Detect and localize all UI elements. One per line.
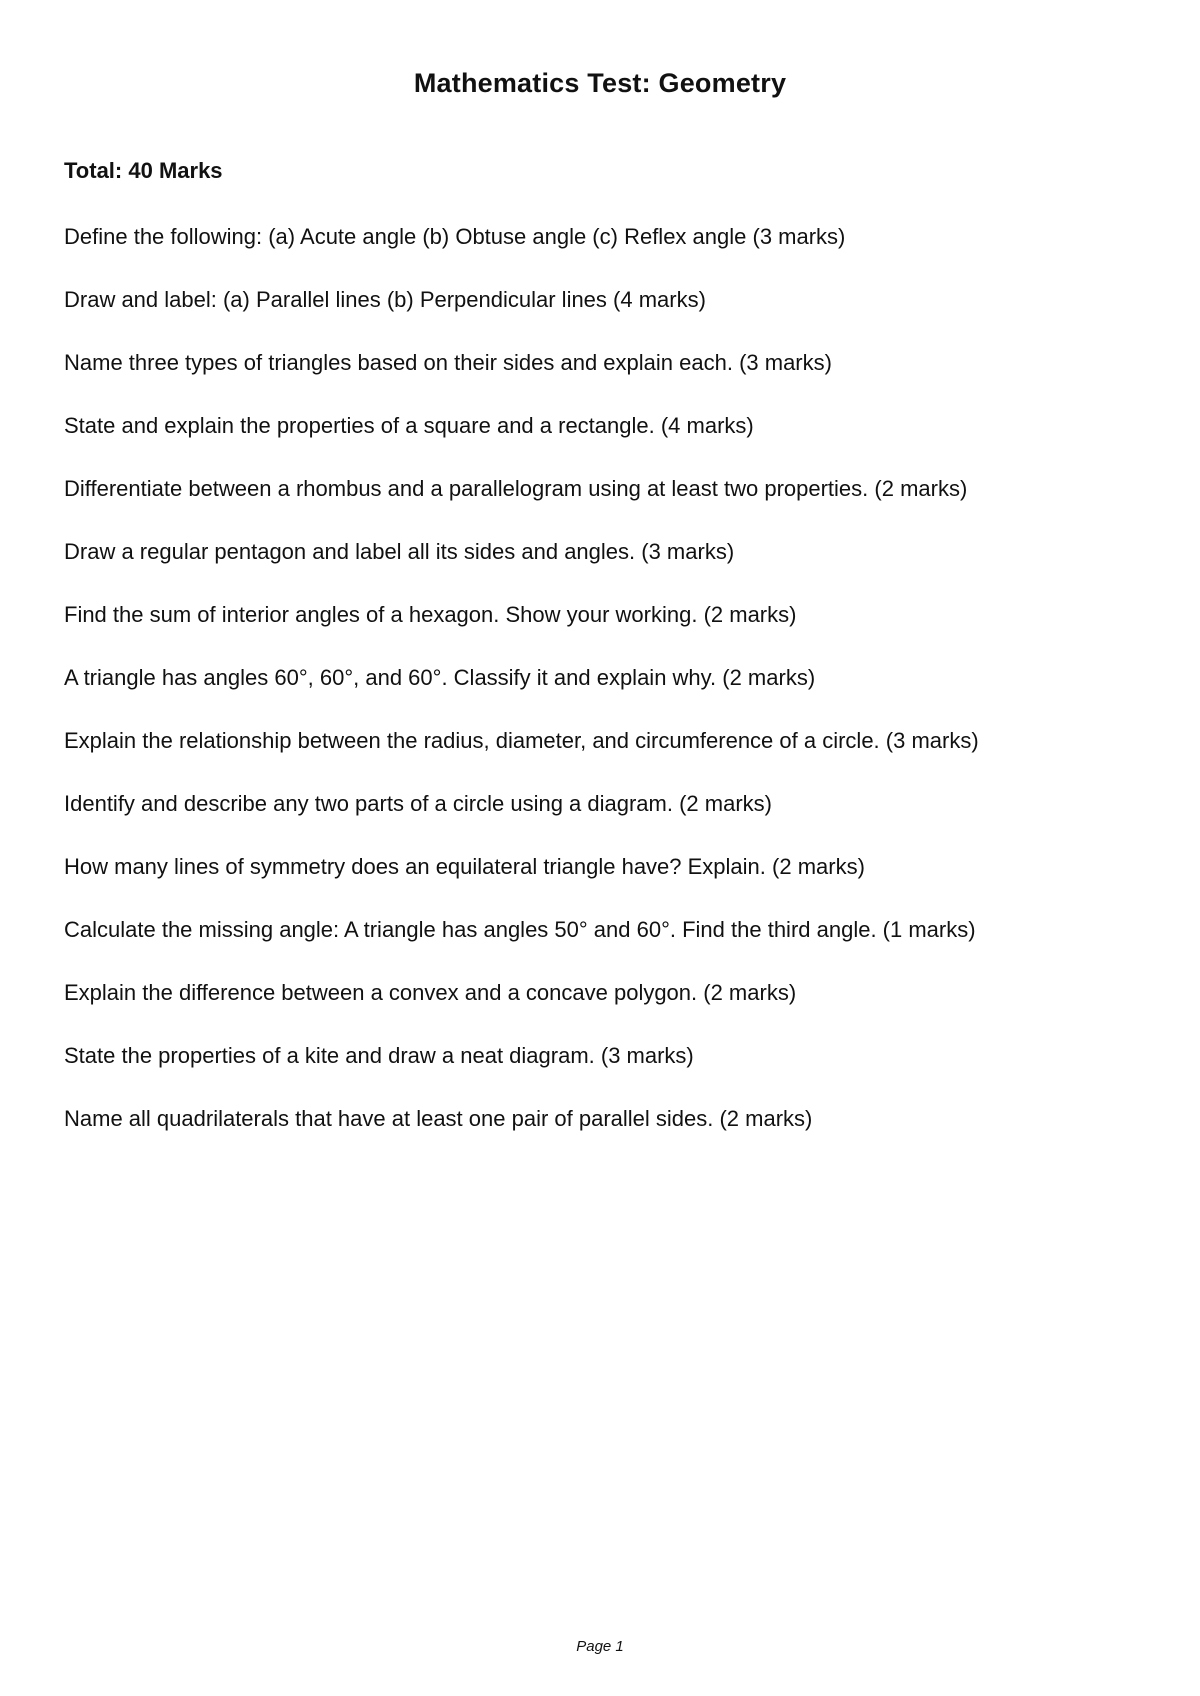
question-item: Draw and label: (a) Parallel lines (b) Perpendicular lines (4 marks) <box>64 287 706 312</box>
question-item: Calculate the missing angle: A triangle has angles 50° and 60°. Find the third angle. (1 marks) <box>64 917 976 942</box>
question-item: Define the following: (a) Acute angle (b) Obtuse angle (c) Reflex angle (3 marks) <box>64 224 846 249</box>
question-item: Name three types of triangles based on their sides and explain each. (3 marks) <box>64 350 832 375</box>
question-item: Explain the relationship between the radius, diameter, and circumference of a circle. (3 marks) <box>64 728 979 753</box>
question-item: Identify and describe any two parts of a circle using a diagram. (2 marks) <box>64 791 772 816</box>
question-item: Name all quadrilaterals that have at least one pair of parallel sides. (2 marks) <box>64 1106 813 1131</box>
question-item: A triangle has angles 60°, 60°, and 60°. Classify it and explain why. (2 marks) <box>64 665 816 690</box>
question-item: Differentiate between a rhombus and a parallelogram using at least two properties. (2 marks) <box>64 476 968 501</box>
page-title: Mathematics Test: Geometry <box>413 68 787 98</box>
question-item: Explain the difference between a convex and a concave polygon. (2 marks) <box>64 980 797 1005</box>
question-list <box>64 224 1164 1169</box>
question-item: How many lines of symmetry does an equilateral triangle have? Explain. (2 marks) <box>64 854 865 879</box>
page-number: Page 1 <box>576 1638 624 1655</box>
question-item: State the properties of a kite and draw a neat diagram. (3 marks) <box>64 1043 694 1068</box>
total-marks: Total: 40 Marks <box>64 158 223 183</box>
question-item: State and explain the properties of a square and a rectangle. (4 marks) <box>64 413 754 438</box>
question-item: Find the sum of interior angles of a hexagon. Show your working. (2 marks) <box>64 602 797 627</box>
question-item: Draw a regular pentagon and label all its sides and angles. (3 marks) <box>64 539 735 564</box>
